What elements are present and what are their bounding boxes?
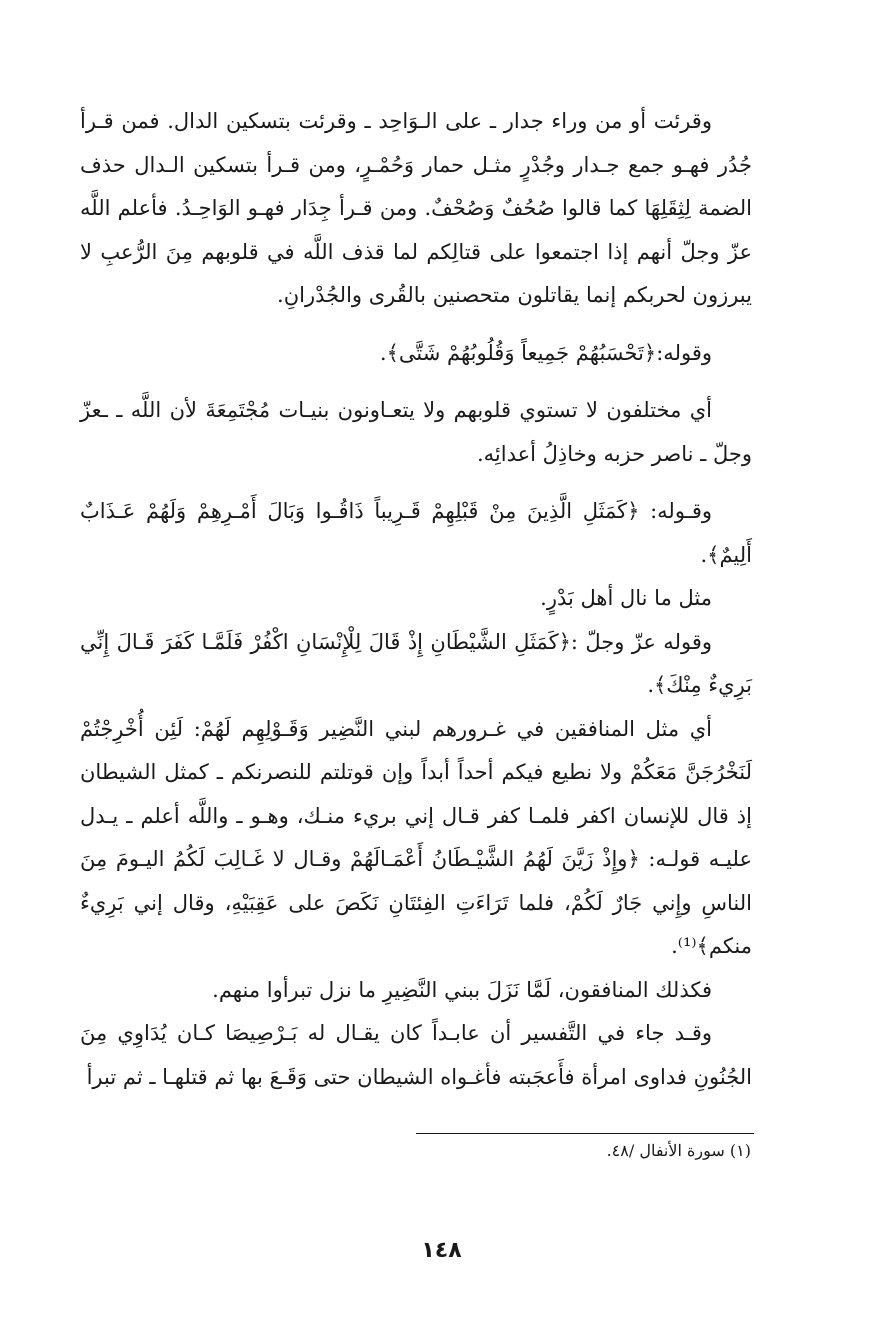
paragraph-qiraat: وقرئت أو من وراء جدار ـ على الـوَاحِد ـ وقرئت بتسكين الدال. فمن قـرأ جُدُر فهـو جمع جـدار وجُدْرٍ مثـل حمار وَحُمْـرٍ، ومن قـرأ بتسكين الـدال حذف الضمة لِثِقَلِهَا كما قالوا صُحُفٌ وَصُحْفٌ. ومن قـرأ جِدَار فهـو الوَاحِـدُ. فأعلم اللَّه عزّ وجلّ أنهم إذا اجتمعوا على قتالِكم لما قذف اللَّه في قلوبهم مِنَ الرُّعبِ لا يبرزون لحربكم إنما يقاتلون متحصنين بالقُرى والجُدْرانِ. bbox=[80, 109, 752, 307]
paragraph-verse-kamathal-alladhina: وقـوله: ﴿كَمَثَلِ الَّذِينَ مِنْ قَبْلِهِمْ قَـرِيباً ذَاقُـوا وَبَالَ أَمْـرِهِمْ وَلَهُمْ عَـذَابٌ أَلِيمٌ﴾. bbox=[80, 499, 752, 567]
paragraph-barsisa-story: وقـد جاء في التَّفسير أن عابـداً كان يقـال له بَـرْصِيصَا كـان يُدَاوِي مِنَ الجُنُونِ فداوى امرأة فأَعجَبته فأغـواه الشيطان حتى وَقَـعَ بها ثم قتلهـا ـ ثم تبرأ bbox=[80, 1021, 752, 1089]
paragraph-commentary-mukhtalifun: أي مختلفون لا تستوي قلوبهم ولا يتعـاونون بنيـات مُجْتَمِعَةَ لأن اللَّه ـ ـعزّ وجلّ ـ ناصر حزبه وخاذِلُ أعدائِه. bbox=[80, 398, 752, 466]
paragraph-ahl-badr: مثل ما نال أهل بَدْرٍ. bbox=[540, 586, 712, 610]
footnote-divider bbox=[416, 1133, 754, 1134]
paragraph-commentary-munafiqin: أي مثل المنافقين في غـرورهم لبني النَّضِير وَقَـوْلِهِم لَهُمْ: لَئِن أُخْرِجْتُمْ لَنَخْرُجَنَّ مَعَكُمْ ولا نطيع فيكم أحداً أبداً وإن قوتلتم للنصرنكم ـ كمثل الشيطان إذ قال للإنسان اكفر فلمـا كفر قـال إني بريء منـك، وهـو ـ واللَّه أعلم ـ يـدل عليـه قولـه: ﴿وإِذْ زَيَّنَ لَهُمُ الشَّيْـطَانُ أَعْمَـالَهُمْ وقـال لا غَـالِبَ لَكُمُ اليـومَ مِنَ الناسِ وإِني جَارٌ لَكُمْ، فلما تَرَاءَتِ الفِئتَانِ نَكَصَ على عَقِبَيْهِ، وقال إني بَرِيءٌ منكم﴾⁽¹⁾. bbox=[80, 716, 752, 958]
footnote: (١) سورة الأنفال /٤٨. bbox=[606, 1141, 751, 1160]
paragraph-verse-tahsabuhum: وقوله:﴿تَحْسَبُهُمْ جَمِيعاً وَقُلُوبُهُمْ شَتَّى﴾. bbox=[379, 340, 712, 365]
paragraph-bani-nadir: فكذلك المنافقون، لَمَّا نَزَلَ ببني النَّضِيرِ ما نزل تبرأوا منهم. bbox=[212, 977, 712, 1002]
page-number: ١٤٨ bbox=[421, 1238, 462, 1263]
paragraph-verse-kamathal-alshaytan: وقوله عزّ وجلّ :﴿كَمَثَلِ الشَّيْطَانِ إِذْ قَالَ لِلْإِنْسَانِ اكْفُرْ فَلَمَّـا كَفَرَ قَـالَ إِنِّي بَرِيءٌ مِنْكَ﴾. bbox=[80, 629, 752, 697]
main-text bbox=[80, 100, 752, 1099]
